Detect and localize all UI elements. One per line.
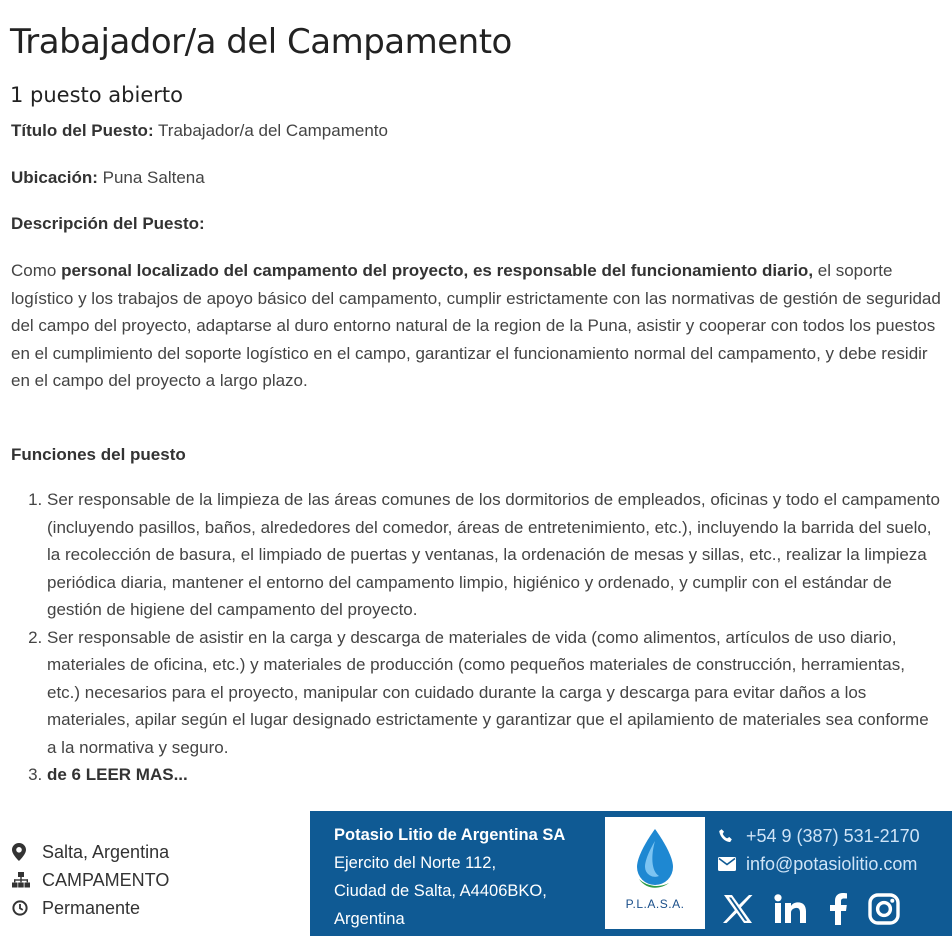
company-name: Potasio Litio de Argentina SA [334,826,566,844]
phone-link[interactable]: +54 9 (387) 531-2170 [746,825,920,846]
location-label: Ubicación: [11,168,98,187]
social-links [722,893,900,925]
functions-list [0,486,940,789]
position-field [11,121,388,141]
map-pin-icon [12,843,42,861]
page-title: Trabajador/a del Campamento [10,22,512,62]
read-more-link[interactable]: de 6 LEER MAS... [47,765,188,784]
location-field [11,168,205,188]
email-link[interactable]: info@potasiolitio.com [746,853,918,874]
company-footer [310,811,952,936]
list-item: 1. Ser responsable de la limpieza de las áreas comunes de los dormitorios de empleados, oficinas y todo el campamento (incluyendo pasillos, baños, alrededores del comedor, áreas de entretenimiento, etc.), incluyendo la barrida del suelo, la recolección de basura, el limpiado de puertas y ventanas, la ordenación de mesas y sillas, etc., realizar la limpieza periódica diaria, mantener el entorno del campamento limpio, higiénico y ordenado, y cumplir con el estándar de gestión de higiene del campamento del proyecto. [47,486,940,624]
sitemap-icon [12,872,42,888]
list-item: 2. Ser responsable de asistir en la carga y descarga de materiales de vida (como alimentos, artículos de uso diario, materiales de oficina, etc.) y materiales de producción (como pequeños materiales de construcción, herramientas, etc.) necesarios para el proyecto, manipular con cuidado durante la carga y descarga para evitar daños a los materiales, apilar según el lugar designado estrictamente y garantizar que el apilamiento de materiales sea conforme a la normativa y seguro. [47,624,940,762]
list-item[interactable] [47,761,940,789]
meta-location: Salta, Argentina [42,841,170,862]
envelope-icon [718,857,746,871]
x-icon[interactable] [722,894,754,924]
instagram-icon[interactable] [868,893,900,925]
position-label: Título del Puesto: [11,121,154,140]
clock-icon [12,900,42,916]
position-value: Trabajador/a del Campamento [153,121,388,140]
company-logo [605,817,705,929]
facebook-icon[interactable] [828,893,848,925]
description-text: Como personal localizado del campamento del proyecto, es responsable del funcionamiento diario, el soporte logístico y los trabajos de apoyo básico del campamento, cumplir estrictamente con las normativas de gestión de seguridad del campo del proyecto, adaptarse al duro entorno natural de la region de la Puna, asistir y cooperar con todos los puestos en el cumplimiento del soporte logístico en el campo, garantizar el funcionamiento normal del campamento, y debe residir en el campo del proyecto a largo plazo. [11,261,941,390]
functions-heading: Funciones del puesto [11,445,186,464]
phone-icon [718,828,746,844]
openings-count: 1 puesto abierto [10,83,183,107]
job-meta [12,838,169,922]
logo-text: P.L.A.S.A. [625,897,685,911]
linkedin-icon[interactable] [774,894,808,924]
description-highlight: personal localizado del campamento del proyecto, es responsable del funcionamiento diario, [61,261,814,280]
contact-info [718,822,920,878]
meta-department: CAMPAMENTO [42,869,170,890]
description-heading: Descripción del Puesto: [11,214,205,233]
location-value: Puna Saltena [97,168,205,187]
meta-type: Permanente [42,897,141,918]
company-address: Potasio Litio de Argentina SA Ejercito del Norte 112, Ciudad de Salta, A4406BKO, Argentina [334,821,565,933]
